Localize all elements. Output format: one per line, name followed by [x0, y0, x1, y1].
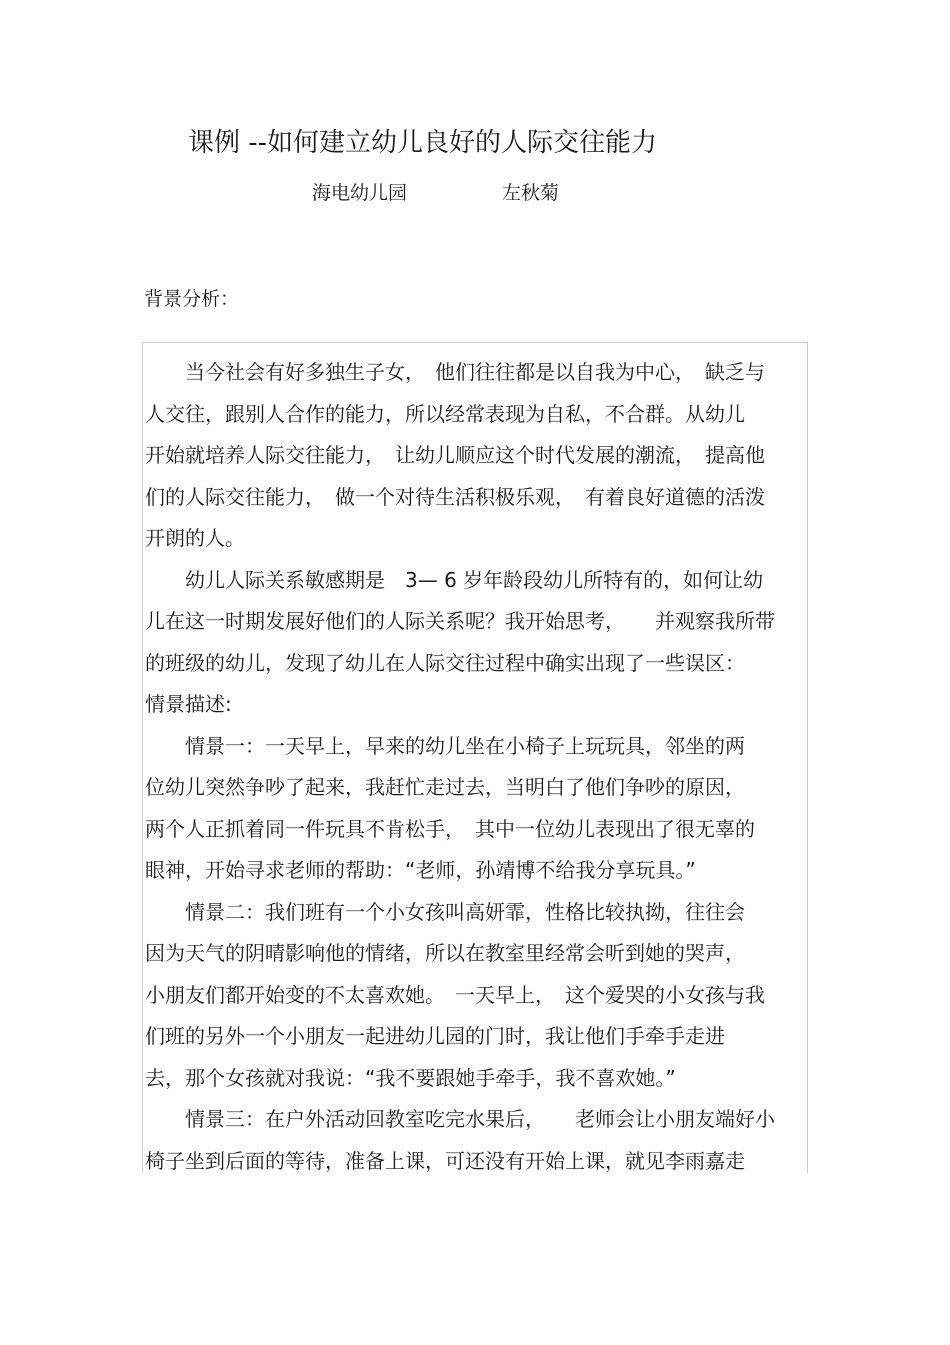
- body-line: 人交往，跟别人合作的能力，所以经常表现为自私，不合群。从幼儿: [145, 402, 745, 426]
- body-line: 眼神，开始寻求老师的帮助：“老师，孙靖博不给我分享玩具。”: [145, 858, 696, 882]
- body-line: 情景描述:: [145, 692, 232, 716]
- body-line: 小朋友们都开始变的不太喜欢她。 一天早上， 这个爱哭的小女孩与我: [145, 983, 765, 1007]
- section-heading-background: 背景分析：: [144, 288, 240, 310]
- document-title: 课例 --如何建立幼儿良好的人际交往能力: [188, 128, 658, 158]
- body-line: 因为天气的阴晴影响他的情绪，所以在教室里经常会听到她的哭声，: [145, 941, 745, 965]
- author-name: 左秋菊: [502, 182, 560, 204]
- organization-name: 海电幼儿园: [312, 182, 408, 204]
- body-line: 们班的另外一个小朋友一起进幼儿园的门时，我让他们手牵手走进: [145, 1024, 725, 1048]
- body-line: 开朗的人。: [145, 526, 245, 550]
- body-line: 情景一：一天早上，早来的幼儿坐在小椅子上玩玩具，邻坐的两: [145, 734, 745, 758]
- body-line: 情景三：在户外活动回教室吃完水果后， 老师会让小朋友端好小: [145, 1107, 775, 1131]
- body-line: 的班级的幼儿，发现了幼儿在人际交往过程中确实出现了一些误区：: [145, 651, 745, 675]
- body-text-box: [142, 342, 808, 1173]
- body-line: 幼儿人际关系敏感期是 3— 6 岁年龄段幼儿所特有的，如何让幼: [145, 568, 764, 592]
- body-line: 儿在这一时期发展好他们的人际关系呢？我开始思考， 并观察我所带: [145, 609, 775, 633]
- body-line: 两个人正抓着同一件玩具不肯松手， 其中一位幼儿表现出了很无辜的: [145, 817, 755, 841]
- body-line: 情景二：我们班有一个小女孩叫高妍霏，性格比较执拗，往往会: [145, 900, 745, 924]
- body-line: 当今社会有好多独生子女， 他们往往都是以自我为中心， 缺乏与: [145, 360, 765, 384]
- body-line: 椅子坐到后面的等待，准备上课，可还没有开始上课，就见李雨嘉走: [145, 1149, 745, 1173]
- body-line: 开始就培养人际交往能力， 让幼儿顺应这个时代发展的潮流， 提高他: [145, 443, 765, 467]
- body-line: 们的人际交往能力， 做一个对待生活积极乐观， 有着良好道德的活泼: [145, 485, 765, 509]
- body-line: 去，那个女孩就对我说：“我不要跟她手牵手，我不喜欢她。”: [145, 1066, 676, 1090]
- body-line: 位幼儿突然争吵了起来，我赶忙走过去，当明白了他们争吵的原因，: [145, 775, 745, 799]
